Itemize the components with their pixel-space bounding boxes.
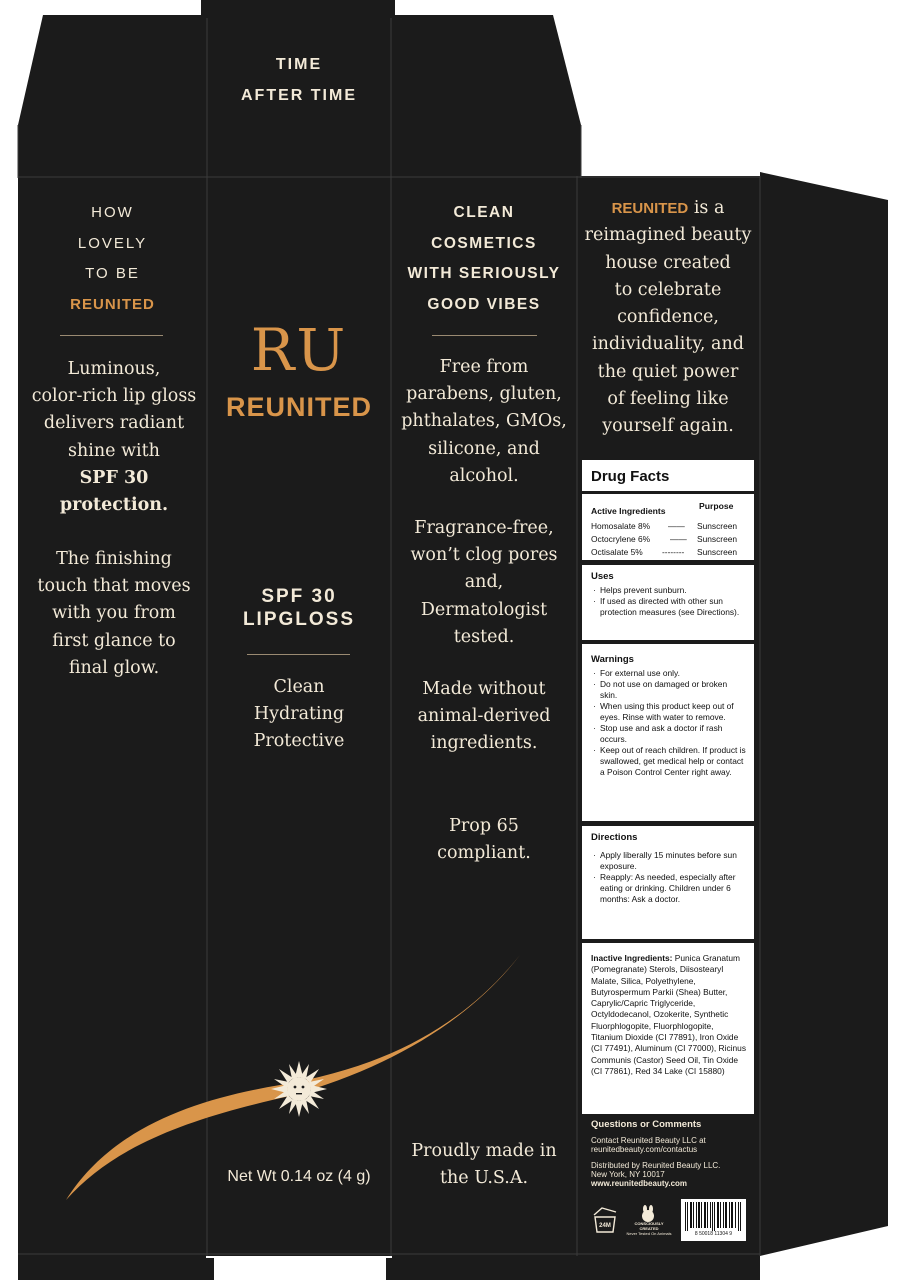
text-line: alcohol. [449,465,519,486]
warnings-item: · For external use only. [591,668,746,679]
heading-line: LOVELY [77,234,148,252]
text-line: silicone, and [428,438,540,459]
heading-line: TO BE [85,265,140,282]
text-line: phthalates, GMOs, [401,411,567,432]
active-row [582,521,754,534]
distributor-line: Distributed by Reunited Beauty LLC. [591,1161,721,1170]
text-line: tested. [453,626,515,647]
heading-line: CLEAN [453,204,515,221]
text-line: confidence, [617,307,719,328]
barcode [681,1199,746,1241]
sun-face-icon [270,1060,328,1118]
pao-label: 24M [599,1223,611,1229]
heading-line: WITH SERIOUSLY [407,265,561,282]
text-line: delivers radiant [43,413,185,434]
top-flap-line2: AFTER TIME [241,87,357,104]
uses-header: Uses [591,571,614,582]
text-line: first glance to [52,630,176,651]
feature-line: Hydrating [253,704,345,724]
active-row [582,534,754,547]
active-ingredients-box [582,494,754,560]
active-purpose: Sunscreen [697,547,738,557]
active-purpose: Sunscreen [697,521,738,531]
text-line: the quiet power [597,361,739,382]
contact-url: reunitedbeauty.com/contactus [591,1145,698,1154]
warnings-item: · Stop use and ask a doctor if rash occurs. [591,723,746,745]
text-line: individuality, and [592,334,744,355]
directions-item: · Apply liberally 15 minutes before sun exposure. [591,850,746,872]
monogram-logo: RU [250,316,348,384]
feature-line: Protective [253,731,345,751]
questions-heading: Questions or Comments [591,1119,702,1130]
text-line-bold: SPF 30 [79,467,149,488]
text-line: final glow. [68,657,160,678]
product-name-line1: SPF 30 [261,586,337,607]
text-line: ingredients. [430,733,538,754]
active-leader: —— [668,521,685,531]
warnings-box [582,644,754,821]
active-name: Homosalate 8% [591,521,651,531]
barcode-icon [681,1199,746,1233]
text-line: house created [605,252,731,273]
text-line-bold: protection. [59,495,169,516]
front-brand-wordmark: REUNITED [225,392,372,422]
text-line: Proudly made in [411,1141,557,1161]
net-weight: Net Wt 0.14 oz (4 g) [227,1168,371,1185]
feature-line: Clean [273,677,325,697]
active-name: Octisalate 5% [591,547,643,557]
text-line: Luminous, [67,359,161,379]
warnings-item: · Keep out of reach children. If product is swallowed, get medical help or contact a Poison Control Center right away. [591,745,746,778]
right-paragraph-5 [391,1138,577,1192]
text-line: The finishing [56,549,172,569]
heading-line: COSMETICS [431,234,537,252]
text-line: with you from [52,603,176,624]
about-text [578,195,758,441]
text-line: parabens, gluten, [406,384,562,405]
contact-block [591,1119,756,1188]
text-line: Made without [422,679,546,699]
right-paragraph-2 [391,515,577,651]
about-first-line [578,195,758,222]
inactive-ingredients-box [582,943,754,1114]
right-heading [391,198,577,320]
text-line: color-rich lip gloss [31,386,197,407]
brand-wordmark: REUNITED [70,295,155,313]
text-line: of feeling like [607,389,729,410]
text-line: touch that moves [37,576,191,597]
drug-facts-title: Drug Facts [591,468,670,485]
warnings-header: Warnings [591,654,634,665]
brand-wordmark-inline: REUNITED [611,200,689,217]
text-line: compliant. [437,843,531,864]
text-line: Fragrance-free, [414,518,554,538]
text-line: to celebrate [614,279,722,300]
text-line: the U.S.A. [439,1168,529,1189]
right-paragraph-3 [391,676,577,758]
product-name-line2: LIPGLOSS [242,609,356,630]
cruelty-free-badge [624,1221,674,1236]
active-purpose: Sunscreen [697,534,738,544]
right-divider [432,335,537,336]
directions-item: · Reapply: As needed, especially after eating or drinking. Children under 6 months: Ask a doctor. [591,872,746,905]
uses-item: · If used as directed with other sun protection measures (see Directions). [591,596,746,618]
active-leader: -------- [662,547,685,557]
right-paragraph-4 [391,813,577,867]
badge-line: CREATED [639,1226,659,1231]
active-name: Octocrylene 6% [591,534,651,544]
text-line: won’t clog pores [410,545,558,566]
text-line: and, [464,572,504,593]
text-line: shine with [68,440,160,461]
text-line: Free from [439,357,529,377]
active-row [582,547,754,560]
directions-box [582,826,754,939]
uses-box [582,565,754,640]
text-fragment: is a [688,198,725,218]
barcode-digits: 8 50018 11304 9 [694,1231,733,1237]
warnings-item: · Do not use on damaged or broken skin. [591,679,746,701]
right-paragraph-1 [391,354,577,490]
top-flap-line1: TIME [275,56,323,73]
text-line: reimagined beauty [584,225,752,246]
badge-line: Never Tested On Animals [626,1231,672,1236]
text-line: Prop 65 [449,816,519,836]
contact-line: Contact Reunited Beauty LLC at [591,1136,706,1145]
text-line: animal-derived [417,706,551,727]
warnings-item: · When using this product keep out of eyes. Rinse with water to remove. [591,701,746,723]
address-line: New York, NY 10017 [591,1170,665,1179]
inactive-text: Punica Granatum (Pomegranate) Sterols, Diisostearyl Malate, Silica, Polyethylene, Butyrospermum Parkii (Shea) Butter, Caprylic/Capric Triglyceride, Octyldodecanol, Ozokerite, Synthetic Fluorphlogopite, Fluorphlogopite, Titanium Dioxide (CI 77891), Iron Oxide (CI 77491), Aluminum (CI 77000), Ricinus Communis (Castor) Seed Oil, Tin Oxide (CI 77861), Red 34 Lake (CI 15880) [591,953,747,1076]
active-header: Active Ingredients [591,506,666,516]
directions-header: Directions [591,832,638,843]
badge-line: CONSCIOUSLY [634,1221,664,1226]
heading-line: HOW [91,204,134,221]
text-line: yourself again. [602,416,734,437]
text-line: Dermatologist [420,599,548,620]
drug-facts-title-box [582,460,754,491]
active-leader: —— [670,534,687,544]
uses-item: · Helps prevent sunburn. [591,585,746,596]
open-jar-icon [590,1205,620,1235]
website: www.reunitedbeauty.com [591,1179,688,1188]
purpose-header: Purpose [699,501,734,511]
heading-line: GOOD VIBES [427,295,541,313]
inactive-label: Inactive Ingredients: [591,953,673,963]
